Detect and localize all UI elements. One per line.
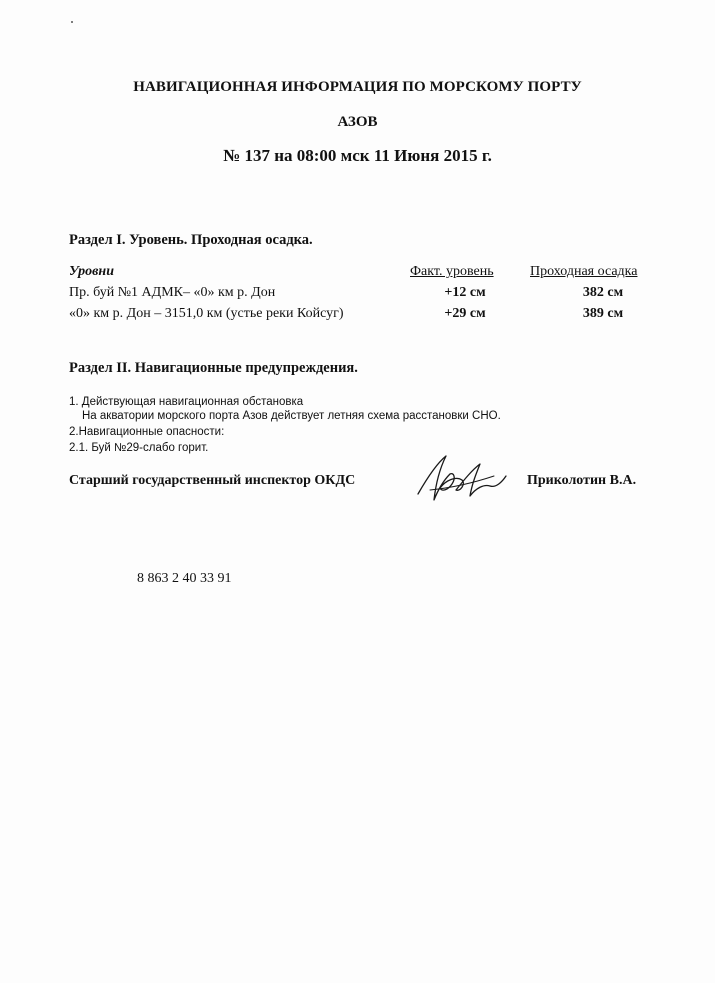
scan-speck [71,21,73,23]
column-header-levels: Уровни [69,264,114,279]
table-row-actual: +29 см [444,306,486,321]
port-name: АЗОВ [337,114,378,130]
table-row-name: «0» км р. Дон – 3151,0 км (устье реки Койсуг) [69,306,344,321]
issue-line: № 137 на 08:00 мск 11 Июня 2015 г. [223,146,492,165]
table-row-actual: +12 см [444,285,486,300]
table-row-draft: 382 см [582,285,624,300]
signature-icon [410,450,510,506]
section2-heading: Раздел II. Навигационные предупреждения. [69,360,358,376]
signer-title: Старший государственный инспектор ОКДС [69,473,356,488]
table-row-name: Пр. буй №1 АДМК– «0» км р. Дон [69,285,276,300]
note-line: 1. Действующая навигационная обстановка [69,396,304,408]
contact-phone: 8 863 2 40 33 91 [137,571,232,586]
column-header-draft: Проходная осадка [530,264,638,279]
note-line: 2.Навигационные опасности: [69,426,225,438]
signer-name: Приколотин В.А. [527,473,637,488]
document-title: НАВИГАЦИОННАЯ ИНФОРМАЦИЯ ПО МОРСКОМУ ПОРТУ [133,79,582,95]
note-line: На акватории морского порта Азов действует летняя схема расстановки СНО. [82,410,501,422]
section1-heading: Раздел I. Уровень. Проходная осадка. [69,232,313,248]
column-header-actual-level: Факт. уровень [410,264,494,279]
note-line: 2.1. Буй №29-слабо горит. [69,442,209,454]
table-row-draft: 389 см [582,306,624,321]
